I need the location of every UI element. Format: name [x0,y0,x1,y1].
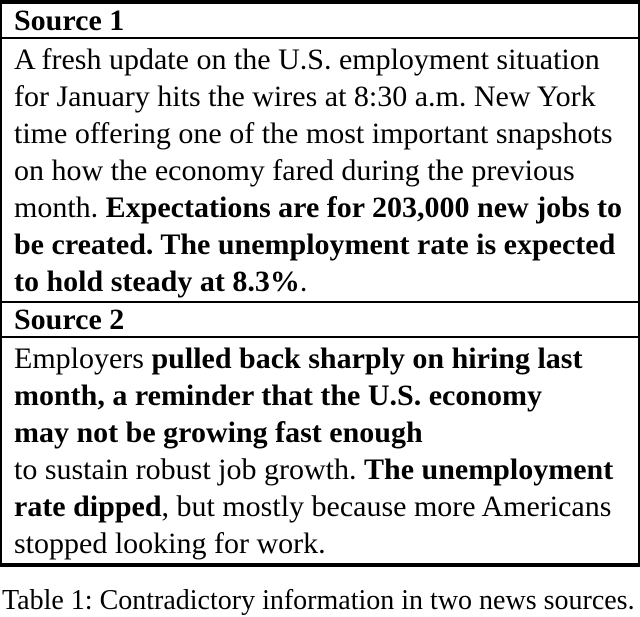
source-header: Source 2 [2,303,638,338]
text-run: pulled back sharply on hiring last [151,342,583,375]
text-line [14,189,626,226]
text-line [14,41,626,78]
text-run: month. [14,191,106,224]
text-run: month, a reminder that the U.S. economy [14,379,543,412]
text-line [14,78,626,115]
text-line [14,115,626,152]
table-caption [0,585,640,617]
text-run: Expectations are for 203,000 new jobs to [105,191,623,224]
source-body [2,39,638,303]
text-line [14,525,626,562]
text-run: . [299,265,308,298]
text-run: time offering one of the most important snapshots [14,117,613,150]
caption-text: Contradictory information in two news sources. [99,585,635,616]
caption-label: Table 1: [2,585,93,616]
text-run: The unemployment [364,453,614,486]
text-run: rate dipped [14,490,162,523]
text-line [14,488,626,525]
text-line [14,340,626,377]
text-run: A fresh update on the U.S. employment situation [14,43,600,76]
text-run: be created. The unemployment rate is expected [14,228,616,261]
text-run: stopped looking for work. [14,527,326,560]
source-header: Source 1 [2,4,638,39]
text-run: on how the economy fared during the previous [14,154,575,187]
text-line [14,263,626,300]
source-body [2,338,638,563]
source-section [2,4,638,303]
text-run: to sustain robust job growth. [14,453,364,486]
text-run: for January hits the wires at 8:30 a.m. New York [14,80,596,113]
text-line [14,152,626,189]
text-run: may not be growing fast enough [14,416,423,449]
text-line [14,226,626,263]
text-run: , but mostly because more Americans [161,490,612,523]
text-run: Employers [14,342,152,375]
text-line [14,451,626,488]
source-section [2,303,638,563]
text-run: to hold steady at 8.3% [14,265,300,298]
text-line [14,414,626,451]
text-line [14,377,626,414]
